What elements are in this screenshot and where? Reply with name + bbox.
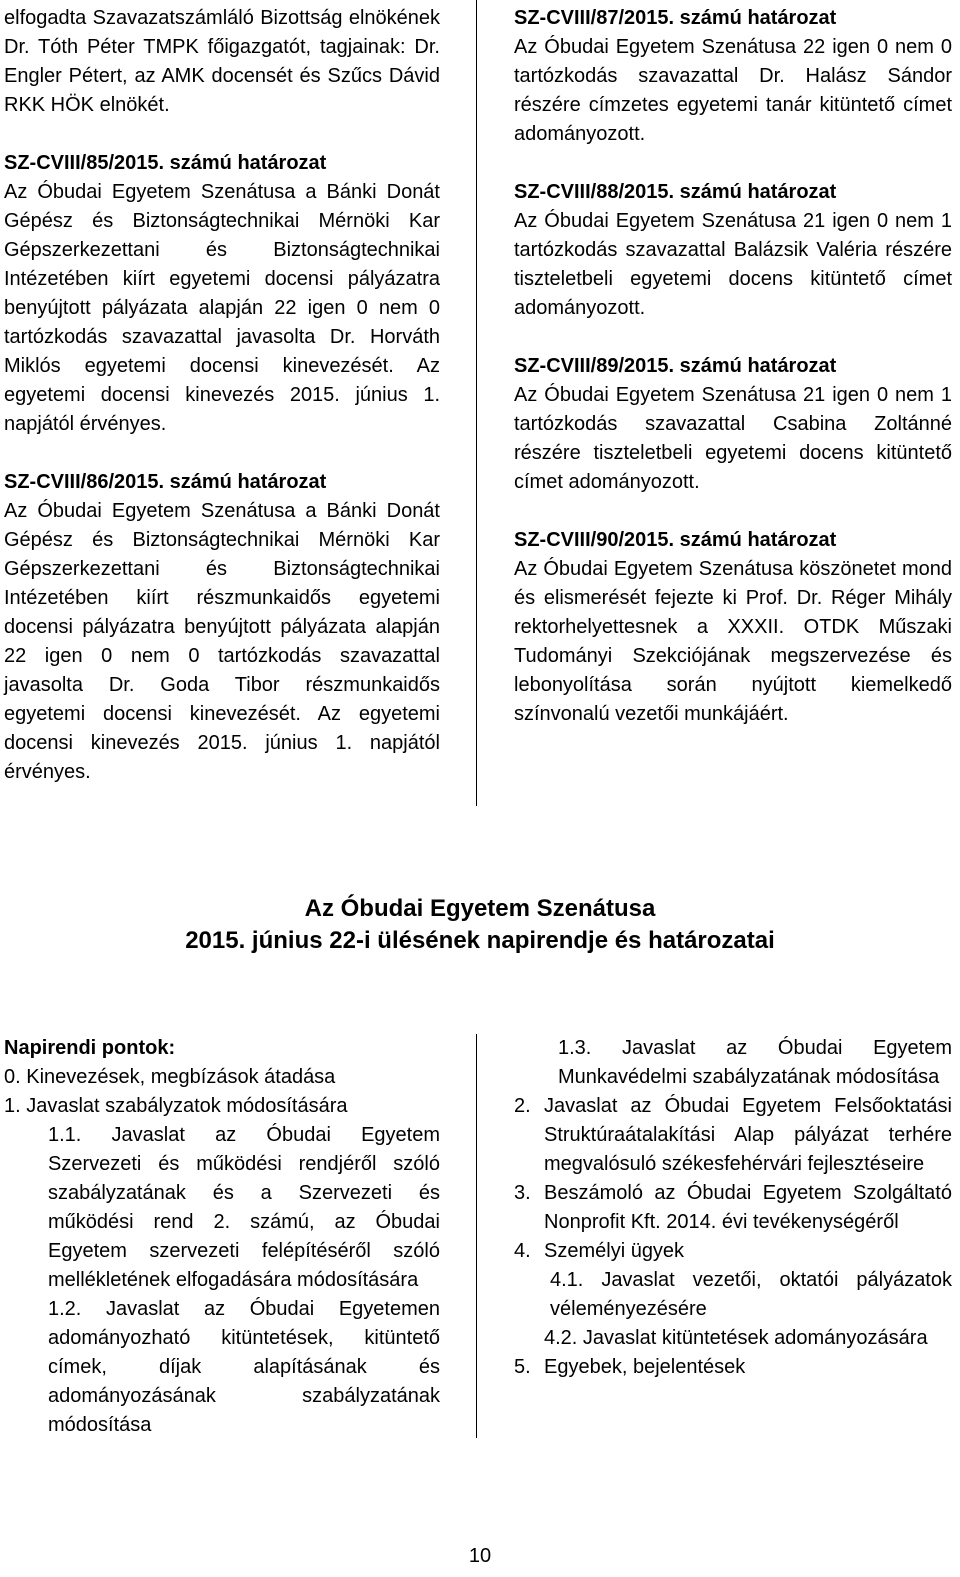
agenda-item-4-2	[514, 1324, 952, 1353]
page-number: 10	[468, 1545, 492, 1567]
agenda-right-column	[514, 1034, 952, 1382]
resolution-89	[514, 352, 952, 497]
agenda-item-4-1	[514, 1266, 952, 1324]
column-divider-bottom	[476, 1034, 477, 1438]
agenda-item-5-text: Egyebek, bejelentések	[544, 1356, 746, 1378]
resolutions-right-column	[514, 4, 952, 758]
section-title	[0, 893, 960, 957]
agenda-item-1-3-text: Javaslat az Óbudai Egyetem Munkavédelmi szabályzatának módosítása	[558, 1037, 952, 1088]
resolution-86	[4, 468, 440, 787]
agenda-item-4	[514, 1237, 952, 1266]
agenda-item-1-1-text: Javaslat az Óbudai Egyetem Szervezeti és működési rendjéről szóló szabályzatának és a Szervezeti és működési rend 2. számú, az Óbudai Egyetem szervezeti felépítéséről szóló mellékletének elfogadására módosítására	[48, 1124, 440, 1291]
agenda-item-0: 0. Kinevezések, megbízások átadása	[4, 1066, 336, 1088]
agenda-item-2-text: Javaslat az Óbudai Egyetem Felsőoktatási Struktúraátalakítási Alap pályázat terhére megvalósuló székesfehérvári fejlesztéseire	[544, 1095, 952, 1175]
resolution-88-text: Az Óbudai Egyetem Szenátusa 21 igen 0 nem 1 tartózkodás szavazattal Balázsik Valéria részére tiszteletbeli egyetemi docens kitüntető címet adományozott.	[514, 210, 952, 319]
resolutions-left-column	[4, 4, 440, 816]
agenda-item-1: 1. Javaslat szabályzatok módosítására	[4, 1095, 348, 1117]
agenda-item-4-1-text: Javaslat vezetői, oktatói pályázatok véleményezésére	[550, 1269, 952, 1320]
agenda-item-4-2-number: 4.2.	[544, 1327, 578, 1349]
agenda-item-2-number: 2.	[514, 1095, 531, 1117]
resolution-90-code: SZ-CVIII/90/2015. számú határozat	[514, 529, 837, 551]
agenda-heading: Napirendi pontok:	[4, 1037, 176, 1059]
agenda-item-2	[514, 1092, 952, 1179]
resolution-89-text: Az Óbudai Egyetem Szenátusa 21 igen 0 nem 1 tartózkodás szavazattal Csabina Zoltánné részére tiszteletbeli egyetemi docens kitüntető címet adományozott.	[514, 384, 952, 493]
resolution-90	[514, 526, 952, 729]
agenda-item-1-1	[4, 1121, 440, 1295]
agenda-item-4-number: 4.	[514, 1240, 531, 1262]
agenda-item-5-number: 5.	[514, 1356, 531, 1378]
agenda-item-1-2-number: 1.2.	[48, 1298, 82, 1320]
agenda-item-4-1-number: 4.1.	[550, 1269, 584, 1291]
agenda-item-3-number: 3.	[514, 1182, 531, 1204]
resolution-87-text: Az Óbudai Egyetem Szenátusa 22 igen 0 nem 0 tartózkodás szavazattal Dr. Halász Sándor részére címzetes egyetemi tanár kitüntető címet adományozott.	[514, 36, 952, 145]
agenda-item-4-2-text: Javaslat kitüntetések adományozására	[582, 1327, 928, 1349]
resolution-87-code: SZ-CVIII/87/2015. számú határozat	[514, 7, 837, 29]
resolution-85	[4, 149, 440, 439]
section-title-line-1: Az Óbudai Egyetem Szenátusa	[304, 895, 656, 922]
resolution-88-code: SZ-CVIII/88/2015. számú határozat	[514, 181, 837, 203]
resolution-90-text: Az Óbudai Egyetem Szenátusa köszönetet mond és elismerését fejezte ki Prof. Dr. Réger Mihály rektorhelyettesnek a XXXII. OTDK Műszaki Tudományi Szekciójának megszervezése és lebonyolítása során nyújtott kiemelkedő színvonalú vezetői munkájáért.	[514, 558, 952, 725]
resolution-88	[514, 178, 952, 323]
section-title-line-2: 2015. június 22-i ülésének napirendje és határozatai	[185, 927, 775, 954]
agenda-item-3	[514, 1179, 952, 1237]
resolution-85-text: Az Óbudai Egyetem Szenátusa a Bánki Donát Gépész és Biztonságtechnikai Mérnöki Kar Gépszerkezettani és Biztonságtechnikai Intézetében kiírt egyetemi docensi pályázatra benyújtott pályázata alapján 22 igen 0 nem 0 tartózkodás szavazattal javasolta Dr. Horváth Miklós egyetemi docensi kinevezését. Az egyetemi docensi kinevezés 2015. június 1. napjától érvényes.	[4, 181, 440, 435]
agenda-item-4-text: Személyi ügyek	[544, 1240, 685, 1262]
column-divider-top	[476, 0, 477, 806]
committee-intro-text: elfogadta Szavazatszámláló Bizottság elnökének Dr. Tóth Péter TMPK főigazgatót, tagjainak: Dr. Engler Pétert, az AMK docensét és Szűcs Dávid RKK HÖK elnökét.	[4, 7, 440, 116]
resolution-87	[514, 4, 952, 149]
agenda-item-1-2	[4, 1295, 440, 1440]
agenda-item-1-3-number: 1.3.	[558, 1037, 592, 1059]
agenda-item-1-1-number: 1.1.	[48, 1124, 82, 1146]
agenda-left-column	[4, 1034, 440, 1440]
agenda-item-1-3	[514, 1034, 952, 1092]
agenda-item-1-2-text: Javaslat az Óbudai Egyetemen adományozható kitüntetések, kitüntető címek, díjak alapításának és adományozásának szabályzatának módosítása	[48, 1298, 440, 1436]
resolution-86-text: Az Óbudai Egyetem Szenátusa a Bánki Donát Gépész és Biztonságtechnikai Mérnöki Kar Gépszerkezettani és Biztonságtechnikai Intézetében kiírt részmunkaidős egyetemi docensi pályázatra benyújtott pályázata alapján 22 igen 0 nem 0 tartózkodás szavazattal javasolta Dr. Goda Tibor részmunkaidős egyetemi docensi kinevezését. Az egyetemi docensi kinevezés 2015. június 1. napjától érvényes.	[4, 500, 440, 783]
resolution-85-code: SZ-CVIII/85/2015. számú határozat	[4, 152, 327, 174]
resolution-86-code: SZ-CVIII/86/2015. számú határozat	[4, 471, 327, 493]
resolution-89-code: SZ-CVIII/89/2015. számú határozat	[514, 355, 837, 377]
agenda-item-5	[514, 1353, 952, 1382]
agenda-item-3-text: Beszámoló az Óbudai Egyetem Szolgáltató Nonprofit Kft. 2014. évi tevékenységéről	[544, 1182, 952, 1233]
